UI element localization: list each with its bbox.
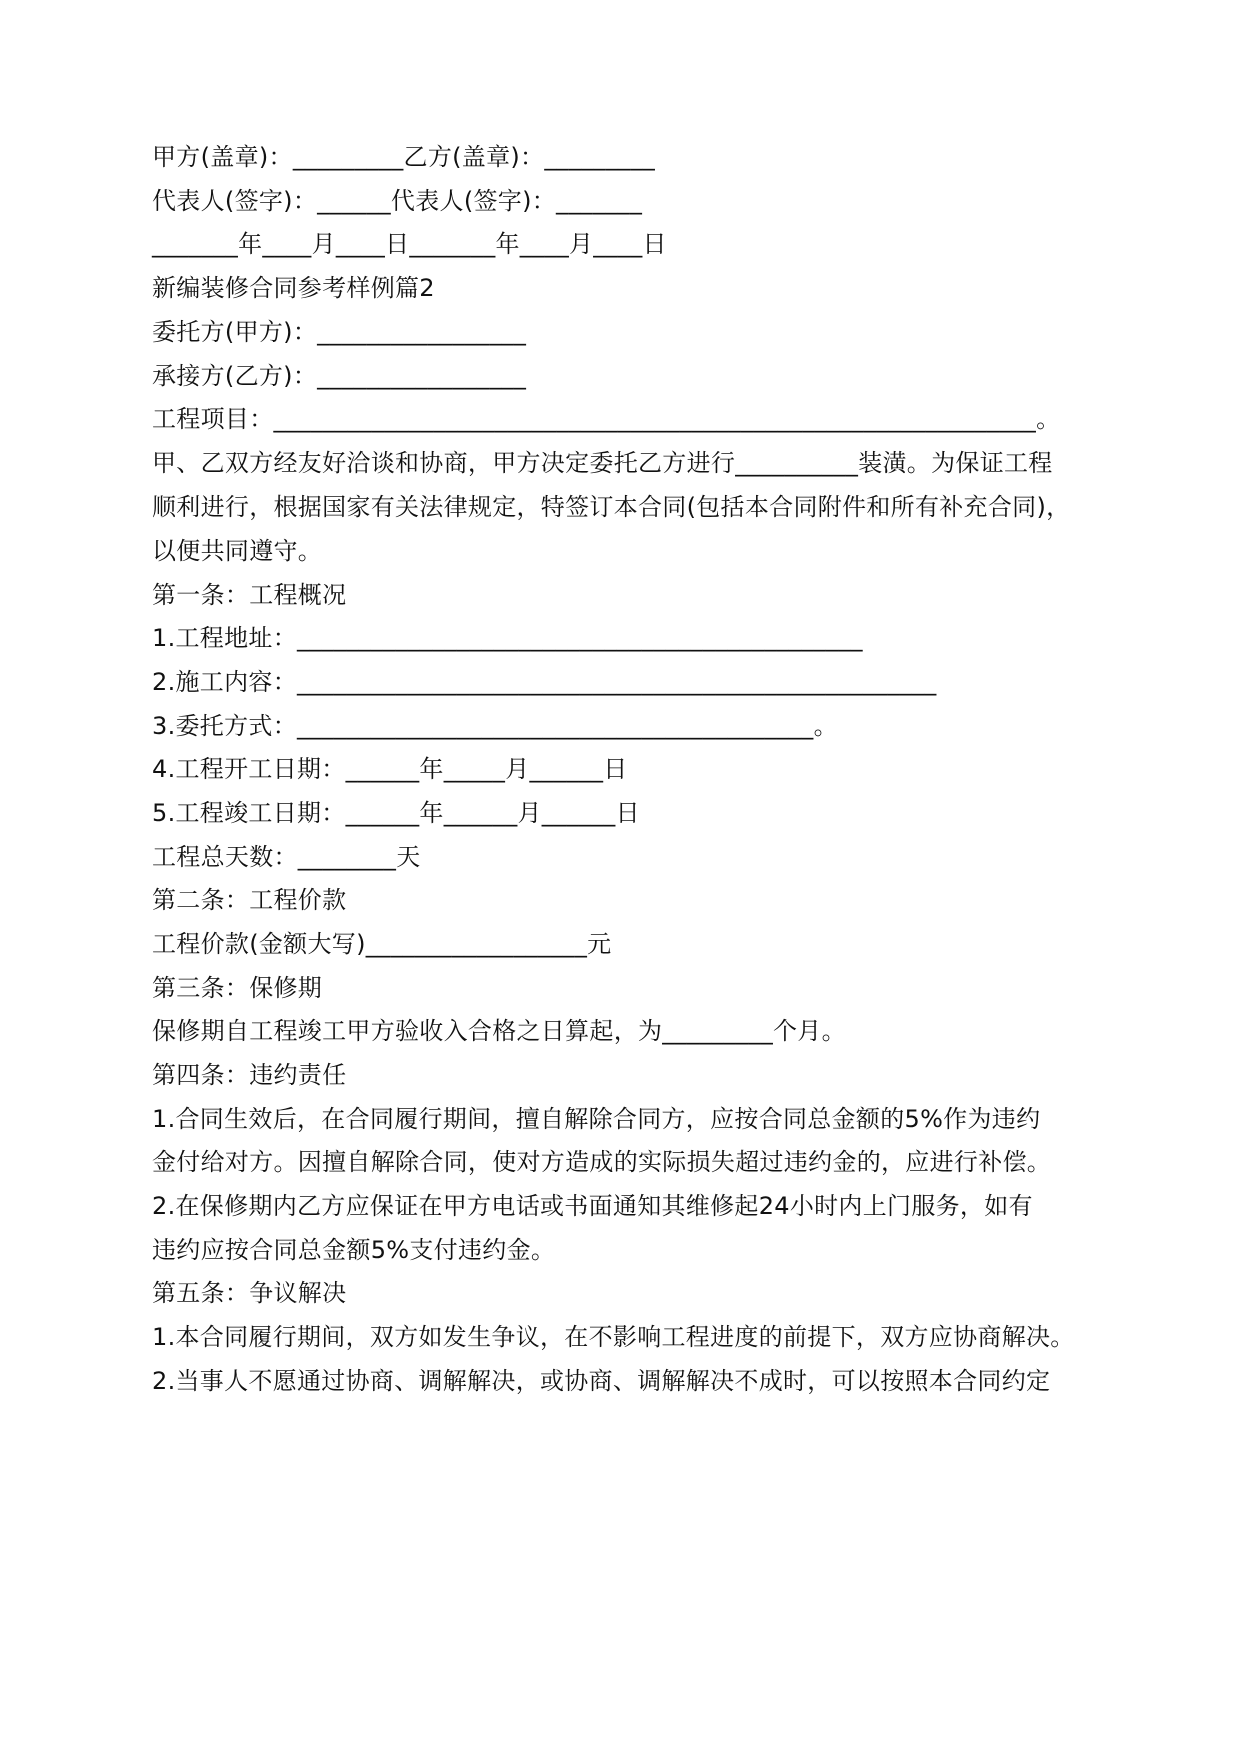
article-1-heading: 第一条：工程概况: [152, 581, 347, 609]
liability-clause-2-line-1: 2.在保修期内乙方应保证在甲方电话或书面通知其维修起24小时内上门服务，如有: [152, 1192, 1033, 1220]
dispute-clause-1: 1.本合同履行期间，双方如发生争议，在不影响工程进度的前提下，双方应协商解决。: [152, 1323, 1075, 1351]
start-date-line: 4.工程开工日期：______年_____月______日: [152, 755, 628, 783]
dispute-clause-2: 2.当事人不愿通过协商、调解解决，或协商、调解解决不成时，可以按照本合同约定: [152, 1367, 1051, 1395]
article-2-heading: 第二条：工程价款: [152, 886, 347, 914]
warranty-period-line: 保修期自工程竣工甲方验收入合格之日算起，为_________个月。: [152, 1017, 846, 1045]
liability-clause-2-line-2: 违约应按合同总金额5%支付违约金。: [152, 1236, 556, 1264]
completion-date-line: 5.工程竣工日期：______年______月______日: [152, 799, 640, 827]
construction-content-line: 2.施工内容：____________________________________________________: [152, 668, 937, 696]
section-title: 新编装修合同参考样例篇2: [152, 274, 435, 302]
project-price-line: 工程价款(金额大写)__________________元: [152, 930, 612, 958]
total-days-line: 工程总天数：________天: [152, 843, 421, 871]
representative-signature-line: 代表人(签字)：______代表人(签字)：_______: [152, 187, 643, 215]
liability-clause-1-line-2: 金付给对方。因擅自解除合同，使对方造成的实际损失超过违约金的，应进行补偿。: [152, 1148, 1052, 1176]
liability-clause-1-line-1: 1.合同生效后，在合同履行期间，擅自解除合同方，应按合同总金额的5%作为违约: [152, 1105, 1041, 1133]
article-3-heading: 第三条：保修期: [152, 974, 323, 1002]
article-4-heading: 第四条：违约责任: [152, 1061, 347, 1089]
party-seal-line: 甲方(盖章)：_________乙方(盖章)：_________: [152, 143, 656, 171]
intro-paragraph-line-2: 顺利进行，根据国家有关法律规定，特签订本合同(包括本合同附件和所有补充合同)，: [152, 493, 1071, 521]
intro-paragraph-line-3: 以便共同遵守。: [152, 537, 323, 565]
intro-paragraph-line-1: 甲、乙双方经友好洽谈和协商，甲方决定委托乙方进行__________装潢。为保证工程: [152, 449, 1053, 477]
signature-date-line: _______年____月____日_______年____月____日: [152, 230, 667, 258]
commission-method-line: 3.委托方式：__________________________________________。: [152, 712, 838, 740]
project-item-line: 工程项目：______________________________________________________________。: [152, 405, 1061, 433]
article-5-heading: 第五条：争议解决: [152, 1279, 347, 1307]
client-party-line: 委托方(甲方)：_________________: [152, 318, 527, 346]
contractor-party-line: 承接方(乙方)：_________________: [152, 362, 527, 390]
project-address-line: 1.工程地址：______________________________________________: [152, 624, 863, 652]
